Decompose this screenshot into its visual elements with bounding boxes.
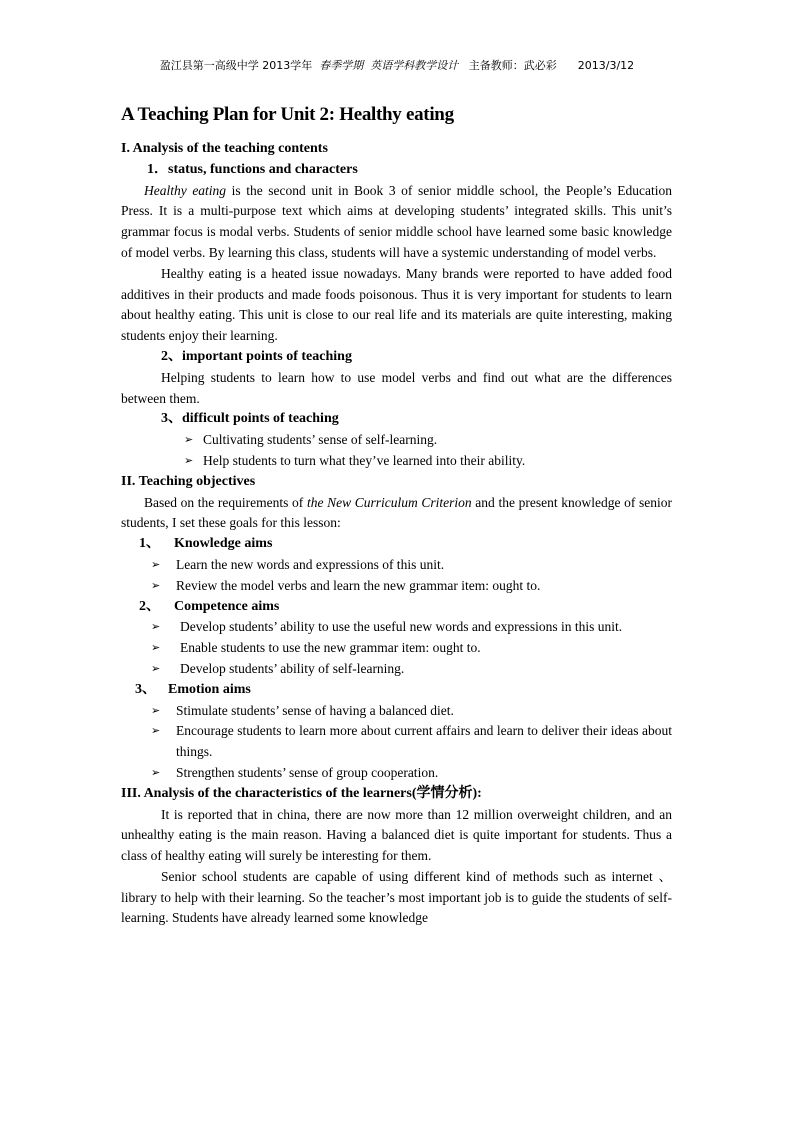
section-1-sub-3: 3、difficult points of teaching xyxy=(161,411,339,427)
header-subject: 英语学科教学设计 xyxy=(370,59,459,72)
section-2-paragraph-text-a: Based on the requirements of xyxy=(144,494,307,510)
bullet-text: Review the model verbs and learn the new grammar item: ought to. xyxy=(176,577,541,593)
unit-name: Healthy eating xyxy=(144,182,227,198)
header-term: 春季学期 xyxy=(319,59,364,72)
bullet-text: Stimulate students’ sense of having a balanced diet. xyxy=(176,702,454,718)
curriculum-name: the New Curriculum Criterion xyxy=(306,494,472,510)
competence-aims-number: 2、 xyxy=(139,598,160,614)
bullet-arrow-icon: ➢ xyxy=(151,558,161,571)
bullet-arrow-icon: ➢ xyxy=(151,704,161,717)
document-body xyxy=(121,104,672,929)
bullet-item xyxy=(121,555,672,576)
header-date: 2013/3/12 xyxy=(577,59,635,72)
section-1-sub-2: 2、important points of teaching xyxy=(161,348,352,364)
bullet-text: Develop students’ ability of self-learning. xyxy=(180,660,405,676)
bullet-arrow-icon: ➢ xyxy=(151,662,161,675)
section-1-paragraph-3: Helping students to learn how to use model verbs and find out what are the differences between them. xyxy=(121,369,672,406)
section-3-paragraph-1: It is reported that in china, there are now more than 12 million overweight children, and an unhealthy eating is the main reason. Having a balanced diet is quite important for students. Thus a class of healthy eating will surely be interesting for them. xyxy=(121,806,672,864)
bullet-arrow-icon: ➢ xyxy=(151,579,161,592)
emotion-aims-heading xyxy=(121,680,672,701)
bullet-text: Enable students to use the new grammar item: ought to. xyxy=(180,640,481,656)
emotion-aims-number: 3、 xyxy=(135,681,156,697)
bullet-text: Help students to turn what they’ve learned into their ability. xyxy=(203,452,526,468)
bullet-item xyxy=(121,659,672,680)
section-1-paragraph-1-text: is the second unit in Book 3 of senior middle school, the People’s Education Press. It is a multi-purpose text which aims at developing students’ integrated skills. This unit’s grammar focus is modal verbs. Students of senior middle school have learned some basic knowledge of model verbs. By learning this class, students will have a systemic understanding of model verbs. xyxy=(121,182,672,260)
bullet-arrow-icon: ➢ xyxy=(151,725,161,738)
page-header xyxy=(0,57,794,73)
section-1-sub-1: 1．status, functions and characters xyxy=(147,161,358,177)
bullet-item xyxy=(121,430,672,451)
knowledge-aims-heading xyxy=(121,534,672,555)
bullet-text: Learn the new words and expressions of this unit. xyxy=(176,556,445,572)
bullet-item xyxy=(121,763,672,784)
header-school: 盈江县第一高级中学 2013学年 xyxy=(159,59,313,72)
bullet-text: Cultivating students’ sense of self-learning. xyxy=(203,432,438,448)
section-2-paragraph xyxy=(121,493,672,535)
emotion-aims-title: Emotion aims xyxy=(168,681,251,697)
bullet-arrow-icon: ➢ xyxy=(151,642,161,655)
knowledge-aims-number: 1、 xyxy=(139,536,160,552)
bullet-arrow-icon: ➢ xyxy=(184,454,194,467)
bullet-item xyxy=(121,721,672,763)
bullet-item xyxy=(121,451,672,472)
section-3-heading: III. Analysis of the characteristics of the learners(学情分析): xyxy=(121,785,482,801)
bullet-text: Strengthen students’ sense of group cooperation. xyxy=(176,764,439,780)
competence-aims-title: Competence aims xyxy=(174,598,280,614)
section-3-paragraph-2: Senior school students are capable of using different kind of methods such as internet 、library to help with their learning. So the teacher’s most important job is to guide the students of self-learning. Students have already learned some knowledge xyxy=(121,868,672,926)
bullet-arrow-icon: ➢ xyxy=(184,434,194,447)
competence-aims-heading xyxy=(121,597,672,618)
bullet-text: Encourage students to learn more about current affairs and learn to deliver their ideas about things. xyxy=(176,723,672,760)
document-title: A Teaching Plan for Unit 2: Healthy eating xyxy=(121,104,454,125)
bullet-item xyxy=(121,617,672,638)
bullet-item xyxy=(121,576,672,597)
section-1-heading: I. Analysis of the teaching contents xyxy=(121,141,328,156)
section-2-paragraph-text-b: and the present knowledge of senior students, I set these goals for this lesson: xyxy=(121,494,672,531)
bullet-item xyxy=(121,701,672,722)
section-1-paragraph-1 xyxy=(121,181,672,264)
section-2-heading: II. Teaching objectives xyxy=(121,473,256,489)
bullet-arrow-icon: ➢ xyxy=(151,621,161,634)
section-1-paragraph-2: Healthy eating is a heated issue nowadays. Many brands were reported to have added food additives in their products and made foods poisonous. Thus it is very important for students to learn about healthy eating. This unit is close to our real life and its materials are quite interesting, making students enjoy their learning. xyxy=(121,265,672,344)
bullet-arrow-icon: ➢ xyxy=(151,766,161,779)
bullet-text: Develop students’ ability to use the useful new words and expressions in this unit. xyxy=(180,619,623,635)
knowledge-aims-title: Knowledge aims xyxy=(174,536,273,552)
header-teacher: 主备教师：武必彩 xyxy=(468,59,557,72)
bullet-item xyxy=(121,638,672,659)
